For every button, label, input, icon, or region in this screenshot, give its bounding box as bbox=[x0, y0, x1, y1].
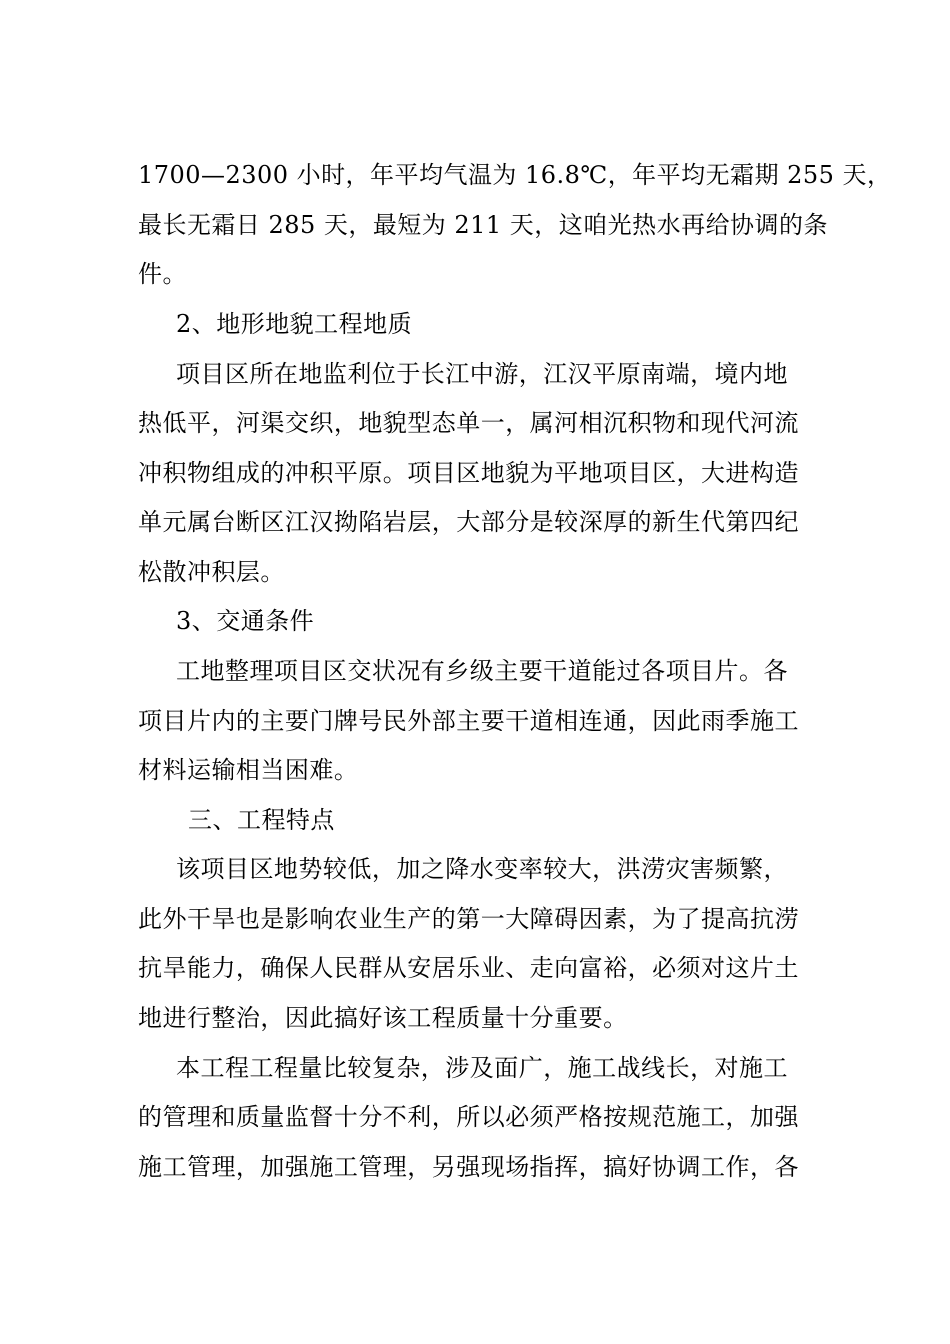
body-line: 抗旱能力，确保人民群从安居乐业、走向富裕，必须对这片土 bbox=[138, 954, 799, 982]
section-heading-terrain: 2、地形地貌工程地质 bbox=[176, 310, 413, 338]
body-line: 件。 bbox=[138, 260, 187, 288]
body-line: 冲积物组成的冲积平原。项目区地貌为平地项目区，大进构造 bbox=[138, 459, 799, 487]
body-line: 施工管理，加强施工管理，另强现场指挥，搞好协调工作，各 bbox=[138, 1153, 799, 1181]
body-line: 材料运输相当困难。 bbox=[138, 756, 359, 784]
section-heading-features: 三、工程特点 bbox=[188, 806, 335, 834]
body-line: 最长无霜日 285 天，最短为 211 天，这咱光热水再给协调的条 bbox=[138, 211, 828, 239]
body-line: 的管理和质量监督十分不利，所以必须严格按规范施工，加强 bbox=[138, 1103, 799, 1131]
body-line: 地进行整治，因此搞好该工程质量十分重要。 bbox=[138, 1004, 628, 1032]
body-line: 1700—2300 小时，年平均气温为 16.8℃，年平均无霜期 255 天， bbox=[138, 161, 892, 189]
body-line: 工地整理项目区交状况有乡级主要干道能过各项目片。各 bbox=[176, 657, 788, 685]
body-line: 本工程工程量比较复杂，涉及面广，施工战线长，对施工 bbox=[176, 1054, 788, 1082]
body-line: 松散冲积层。 bbox=[138, 558, 285, 586]
section-heading-traffic: 3、交通条件 bbox=[176, 607, 315, 635]
body-line: 热低平，河渠交织，地貌型态单一，属河相沉积物和现代河流 bbox=[138, 409, 799, 437]
body-line: 项目区所在地监利位于长江中游，江汉平原南端，境内地 bbox=[176, 360, 788, 388]
body-line: 单元属台断区江汉拗陷岩层，大部分是较深厚的新生代第四纪 bbox=[138, 508, 799, 536]
body-line: 项目片内的主要门牌号民外部主要干道相连通，因此雨季施工 bbox=[138, 707, 799, 735]
body-line: 该项目区地势较低，加之降水变率较大，洪涝灾害频繁， bbox=[176, 855, 788, 883]
body-line: 此外干旱也是影响农业生产的第一大障碍因素，为了提高抗涝 bbox=[138, 905, 799, 933]
